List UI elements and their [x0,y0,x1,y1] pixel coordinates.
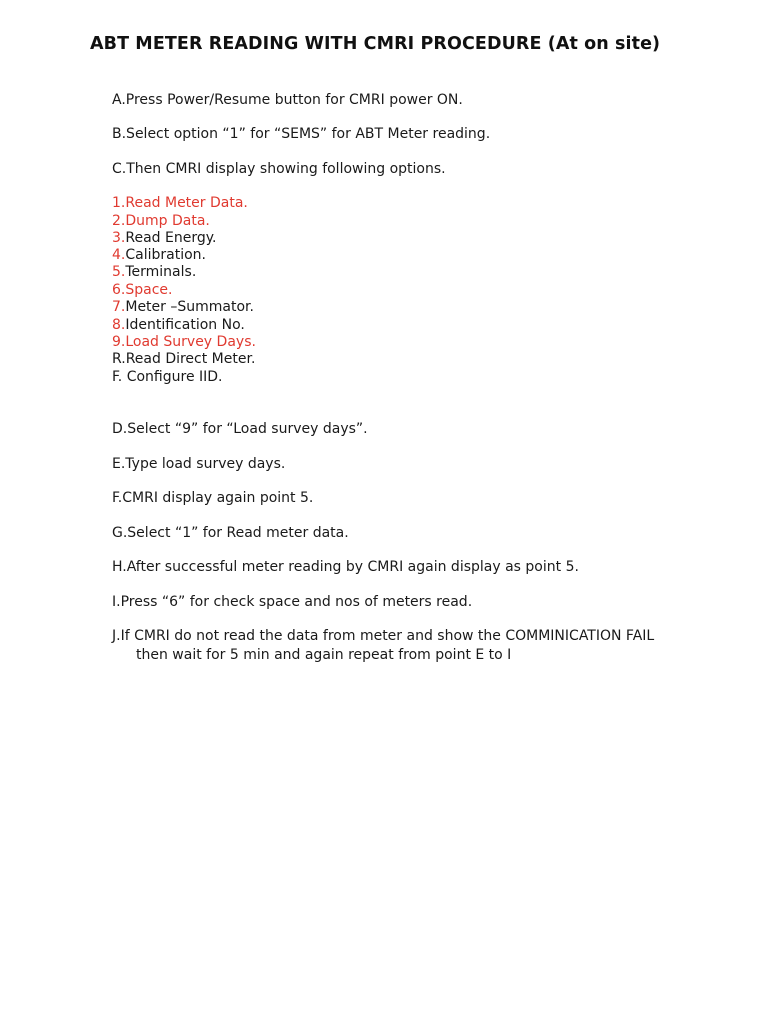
step-a: A.Press Power/Resume button for CMRI power ON. [112,92,463,108]
step-b: B.Select option “1” for “SEMS” for ABT Meter reading. [112,126,491,142]
option-label: Configure IID. [122,369,223,385]
option-number: 2. [112,213,126,229]
step-d: D.Select “9” for “Load survey days”. [112,421,368,437]
option-r [112,351,255,368]
document-title: ABT METER READING WITH CMRI PROCEDURE (At on site) [90,34,661,54]
option-label: Read Direct Meter. [125,351,256,367]
step-j-line-1: J.If CMRI do not read the data from meter and show the COMMINICATION FAIL [112,628,655,644]
step-e: E.Type load survey days. [112,456,286,472]
step-i: I.Press “6” for check space and nos of meters read. [112,594,473,610]
option-number: 7. [112,299,126,315]
option-9 [112,334,256,351]
option-number: 4. [112,247,126,263]
option-number: F. [112,369,123,385]
step-f: F.CMRI display again point 5. [112,490,314,506]
option-label: Terminals. [125,264,197,280]
option-1 [112,195,248,212]
option-4 [112,247,206,264]
option-7 [112,299,254,316]
step-c: C.Then CMRI display showing following options. [112,161,446,177]
option-label: Read Meter Data. [125,195,248,211]
option-f [112,369,223,386]
option-6 [112,282,172,299]
option-label: Calibration. [125,247,206,263]
option-8 [112,317,245,334]
option-2 [112,213,210,230]
option-label: Dump Data. [125,213,210,229]
option-label: Identification No. [125,317,245,333]
option-number: 3. [112,230,126,246]
option-number: 5. [112,264,126,280]
option-label: Space. [125,282,173,298]
option-number: 8. [112,317,126,333]
option-3 [112,230,216,247]
option-number: 6. [112,282,126,298]
option-number: 1. [112,195,126,211]
option-number: R. [112,351,126,367]
option-label: Read Energy. [125,230,217,246]
step-j-line-2: then wait for 5 min and again repeat from point E to I [136,647,512,663]
option-number: 9. [112,334,126,350]
option-5 [112,264,196,281]
option-label: Load Survey Days. [125,334,256,350]
step-g: G.Select “1” for Read meter data. [112,525,349,541]
step-h: H.After successful meter reading by CMRI again display as point 5. [112,559,579,575]
option-label: Meter –Summator. [125,299,254,315]
